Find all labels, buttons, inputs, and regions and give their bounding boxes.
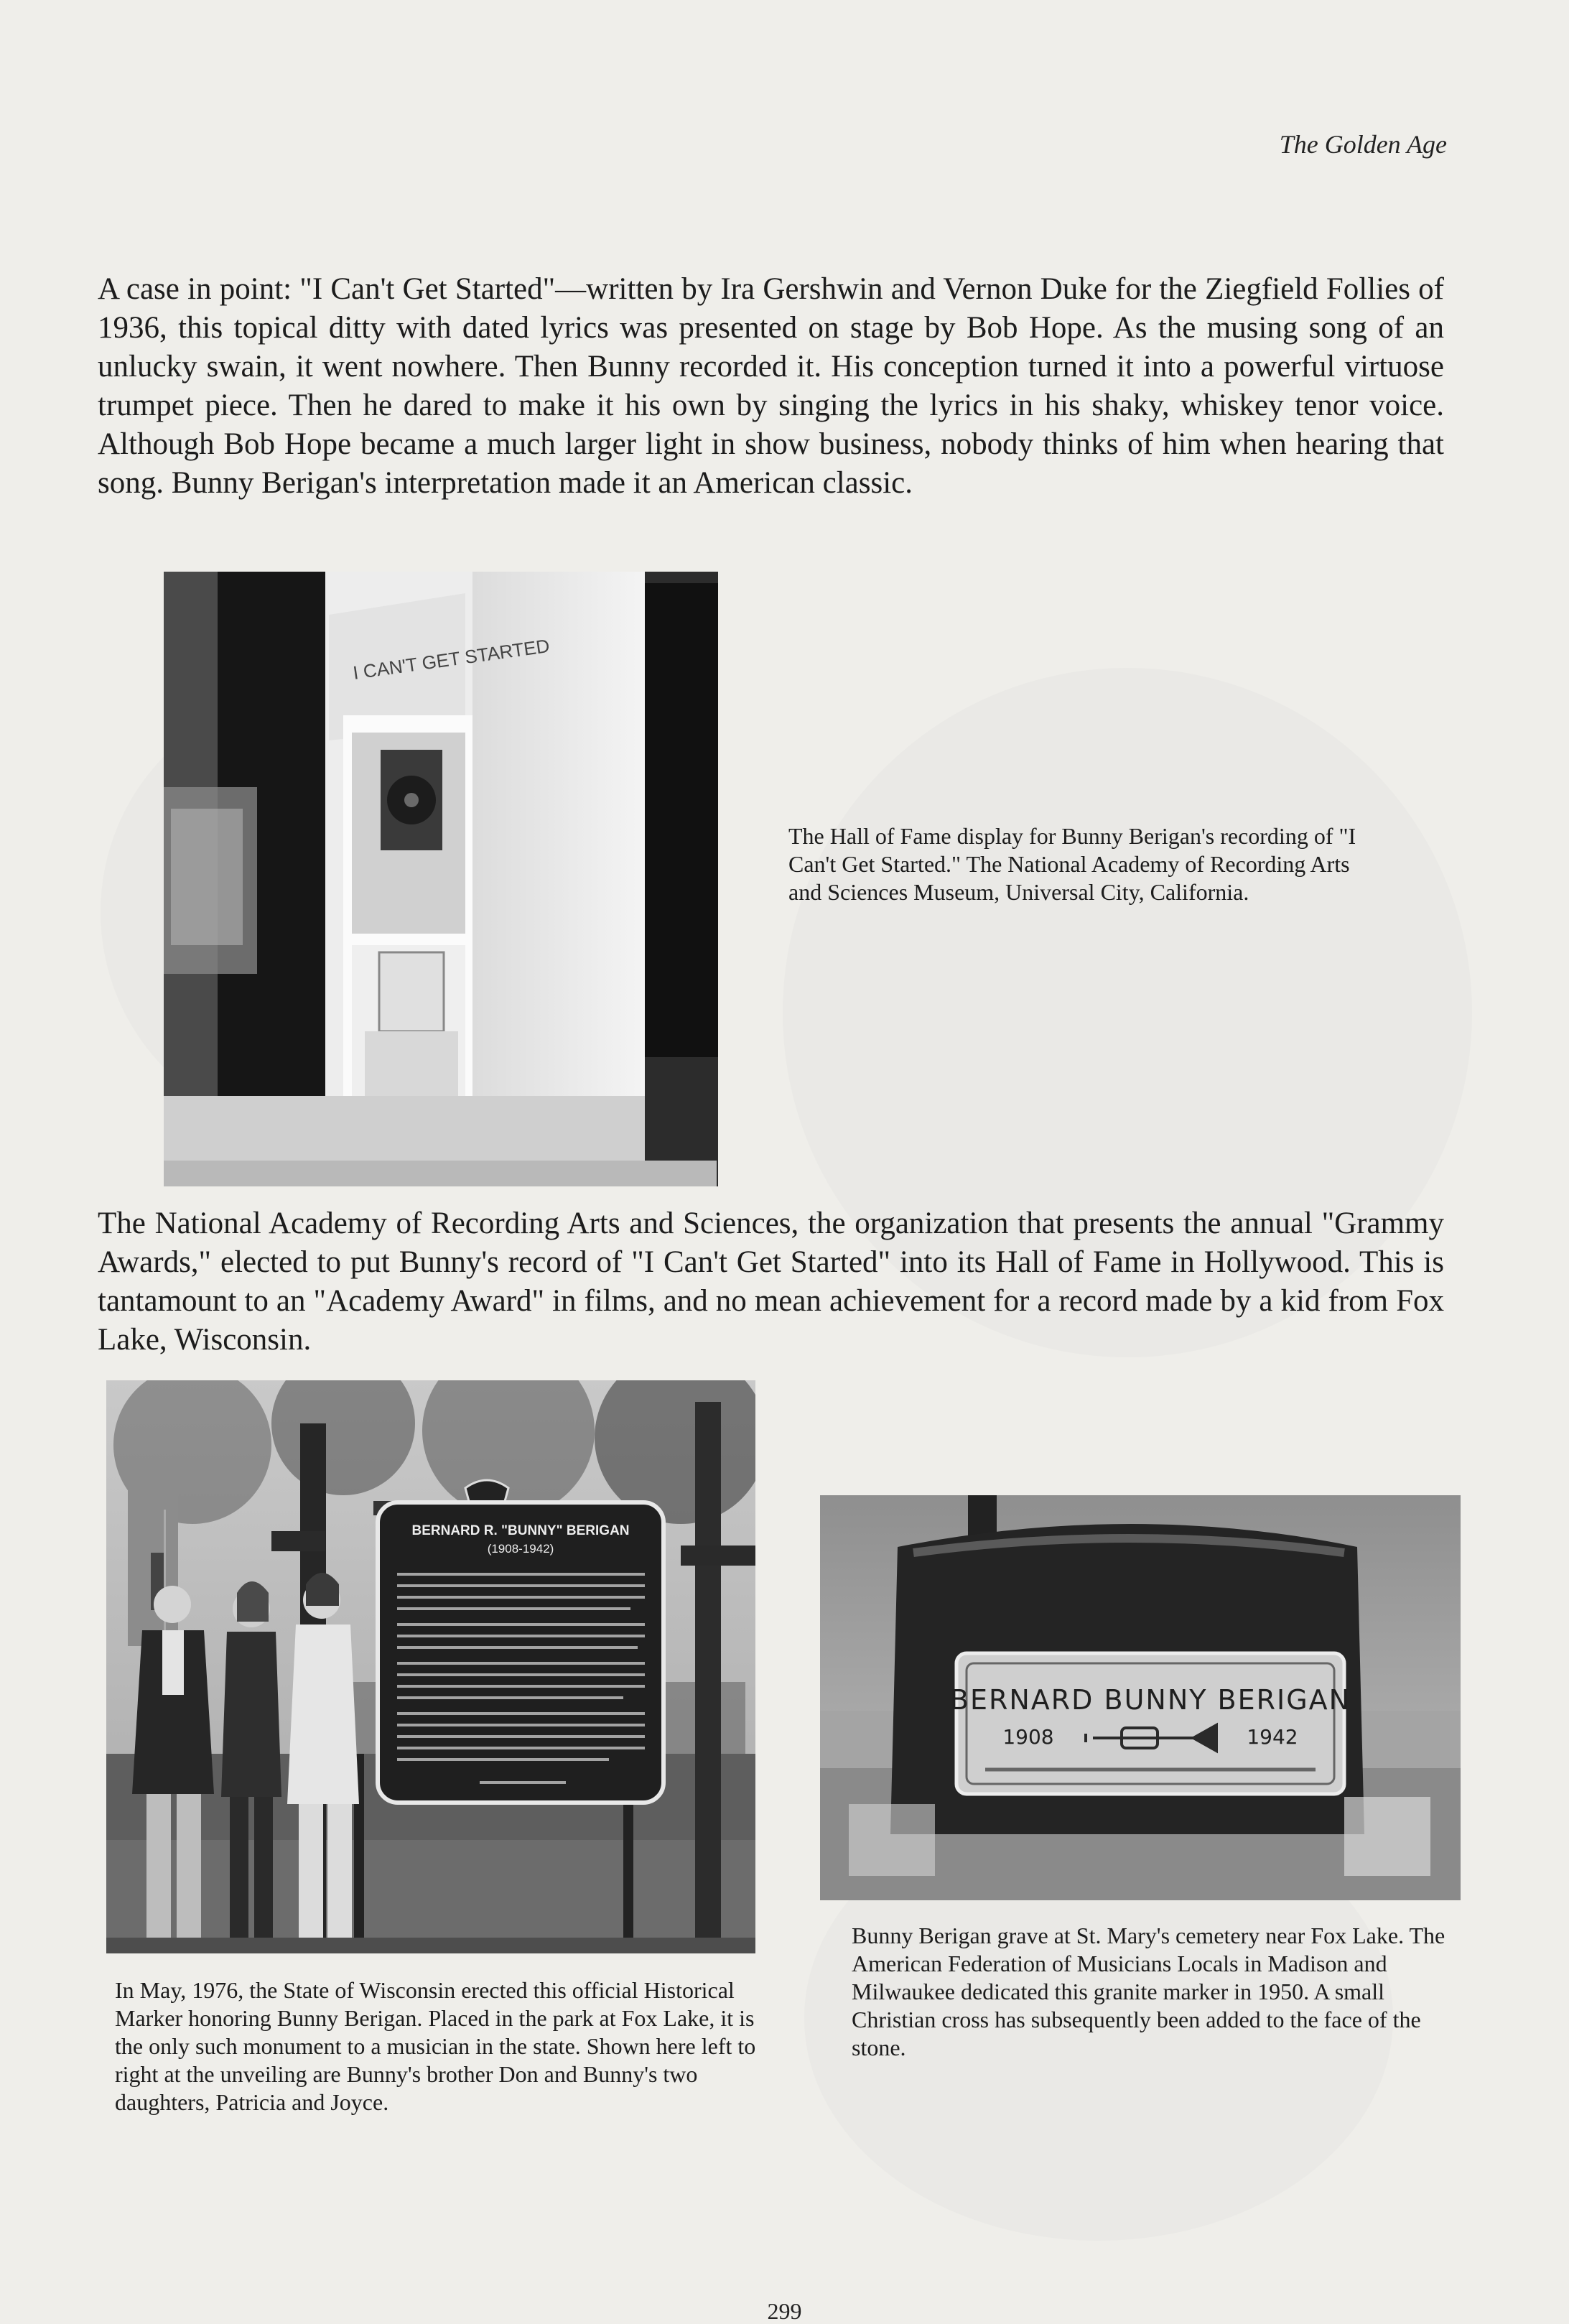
grave-stone-name: BERNARD BUNNY BERIGAN xyxy=(949,1684,1351,1716)
grave-stone-year-end: 1942 xyxy=(1247,1725,1298,1749)
grave-photo xyxy=(820,1495,1461,1900)
historical-marker-photo xyxy=(106,1380,755,1953)
hall-of-fame-photo-image xyxy=(164,572,718,1186)
hall-of-fame-caption: The Hall of Fame display for Bunny Berigan's recording of "I Can't Get Started." The National Academy of Recording Arts and Sciences Museum, Universal City, California. xyxy=(788,823,1356,905)
grave-photo-image xyxy=(820,1495,1461,1900)
display-sign-text: I CAN'T GET STARTED xyxy=(351,634,551,684)
running-head: The Golden Age xyxy=(1279,130,1447,159)
grave-stone-year-start: 1908 xyxy=(1002,1725,1054,1749)
body-paragraph-1: A case in point: "I Can't Get Started"—written by Ira Gershwin and Vernon Duke for the Ziegfield Follies of 1936, this topical ditty with dated lyrics was presented on stage by Bob Hope. As the musing song of an unlucky swain, it went nowhere. Then Bunny recorded it. His conception turned it into a powerful virtuose trumpet piece. Then he dared to make it his own by singing the lyrics in his shaky, whiskey tenor voice. Although Bob Hope became a much larger light in show business, nobody thinks of him when hearing that song. Bunny Berigan's interpretation made it an American classic. xyxy=(98,272,1444,500)
historical-marker-caption: In May, 1976, the State of Wisconsin erected this official Historical Marker honoring Bunny Berigan. Placed in the park at Fox Lake, it is the only such monument to a musician in the state. Shown here left to right at the unveiling are Bunny's brother Don and Bunny's two daughters, Patricia and Joyce. xyxy=(115,1977,756,2115)
historical-marker-photo-image xyxy=(106,1380,755,1953)
grave-caption: Bunny Berigan grave at St. Mary's cemetery near Fox Lake. The American Federation of Musicians Locals in Madison and Milwaukee dedicated this granite marker in 1950. A small Christian cross has subsequently been added to the face of the stone. xyxy=(852,1923,1445,2060)
hall-of-fame-photo xyxy=(164,572,718,1186)
page-number: 299 xyxy=(767,2298,802,2324)
marker-sign-title: BERNARD R. "BUNNY" BERIGAN xyxy=(411,1523,630,1538)
marker-sign-years: (1908-1942) xyxy=(487,1542,554,1556)
body-paragraph-2: The National Academy of Recording Arts and Sciences, the organization that presents the annual "Grammy Awards," elected to put Bunny's record of "I Can't Get Started" into its Hall of Fame in Hollywood. This is tantamount to an "Academy Award" in films, and no mean achievement for a record made by a kid from Fox Lake, Wisconsin. xyxy=(98,1207,1444,1357)
